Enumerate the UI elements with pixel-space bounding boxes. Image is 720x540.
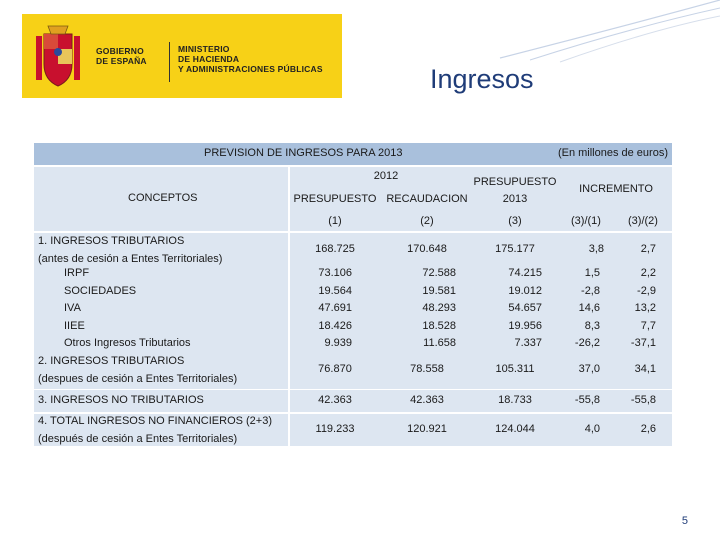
cell-v5: 34,1: [634, 363, 656, 375]
cell-v4: -55,8: [574, 394, 600, 406]
header-recaudacion: RECAUDACION: [386, 193, 468, 205]
table-row: [34, 390, 672, 412]
header-presupuesto-2012: PRESUPUESTO: [293, 193, 377, 205]
row-label: 3. INGRESOS NO TRIBUTARIOS: [38, 394, 204, 406]
header-col-2: (2): [420, 215, 434, 227]
row-label: 4. TOTAL INGRESOS NO FINANCIEROS (2+3) (después de cesión a Entes Territoriales): [38, 415, 273, 445]
table-units: (En millones de euros): [557, 147, 668, 159]
cell-v2: 170.648: [407, 243, 447, 255]
table-row: [34, 353, 672, 389]
sub-col-3: 74.215 19.012 54.657 19.956 7.337: [508, 267, 542, 349]
sub-col-1: 73.106 19.564 47.691 18.426 9.939: [318, 267, 352, 349]
logo-divider: [169, 42, 170, 82]
cell-v2: 120.921: [407, 423, 447, 435]
table-header: [34, 167, 672, 231]
table-title: PREVISION DE INGRESOS PARA 2013: [204, 147, 403, 159]
cell-v3: 175.177: [495, 243, 535, 255]
header-col-3: (3): [508, 215, 522, 227]
header-col-3-1: (3)/(1): [571, 215, 601, 227]
column-divider: [288, 167, 290, 446]
table-title-band: [34, 143, 672, 165]
cell-v3: 124.044: [495, 423, 535, 435]
sub-col-2: 72.588 19.581 48.293 18.528 11.658: [422, 267, 456, 349]
table-row: [34, 414, 672, 446]
sub-labels: IRPF SOCIEDADES IVA IIEE Otros Ingresos Tributarios: [64, 267, 191, 349]
row-label: 1. INGRESOS TRIBUTARIOS (antes de cesión a Entes Territoriales): [38, 235, 223, 265]
cell-v4: 37,0: [578, 363, 600, 375]
header-presupuesto-2013: PRESUPUESTO: [473, 176, 557, 188]
coat-of-arms-icon: [30, 22, 86, 92]
cell-v1: 119.233: [315, 423, 355, 435]
cell-v5: -55,8: [630, 394, 656, 406]
cell-v5: 2,7: [640, 243, 656, 255]
cell-v2: 78.558: [410, 363, 444, 375]
slide-title: Ingresos: [430, 64, 534, 94]
row-label: 2. INGRESOS TRIBUTARIOS (despues de cesión a Entes Territoriales): [38, 355, 238, 385]
header-col-1: (1): [328, 215, 342, 227]
cell-v5: 2,6: [640, 423, 656, 435]
cell-v1: 168.725: [315, 243, 355, 255]
cell-v4: 3,8: [588, 243, 604, 255]
sub-col-4: 1,5 -2,8 14,6 8,3 -26,2: [574, 267, 600, 349]
decorative-swoosh: [460, 0, 720, 70]
logo-text-gobierno: GOBIERNO DE ESPAÑA: [96, 46, 147, 66]
header-conceptos: CONCEPTOS: [128, 192, 198, 204]
cell-v1: 76.870: [318, 363, 352, 375]
header-2012: 2012: [373, 170, 399, 182]
sub-col-5: 2,2 -2,9 13,2 7,7 -37,1: [630, 267, 656, 349]
cell-v3: 105.311: [495, 363, 535, 375]
header-year-2013: 2013: [502, 193, 528, 205]
header-incremento: INCREMENTO: [579, 183, 653, 195]
table-subrows: [34, 265, 672, 353]
cell-v2: 42.363: [410, 394, 444, 406]
cell-v4: 4,0: [584, 423, 600, 435]
header-col-3-2: (3)/(2): [628, 215, 658, 227]
table-row: [34, 233, 672, 267]
logo-text-ministry: MINISTERIO DE HACIENDA Y ADMINISTRACIONES PÚBLICAS: [178, 44, 323, 74]
cell-v1: 42.363: [318, 394, 352, 406]
cell-v3: 18.733: [498, 394, 532, 406]
government-logo: [22, 14, 342, 98]
page-number: 5: [681, 515, 688, 527]
